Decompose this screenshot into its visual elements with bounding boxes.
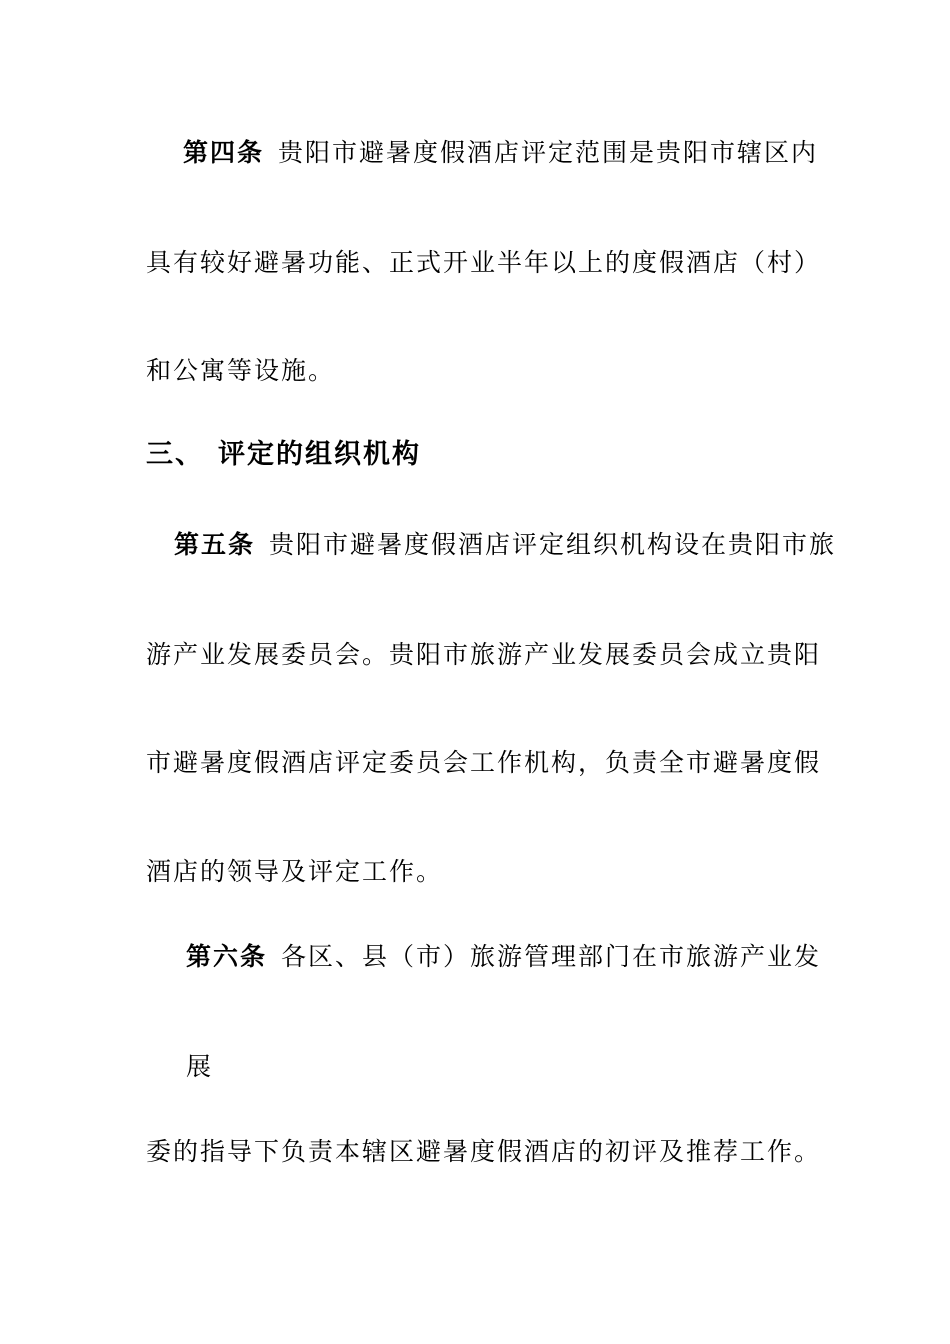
section-3-heading — [146, 440, 421, 470]
article-6-label: 第六条 — [186, 942, 268, 971]
article-4-text-1: 贵阳市避暑度假酒店评定范围是贵阳市辖区内 — [278, 138, 819, 167]
article-4-label: 第四条 — [183, 138, 265, 167]
article-6-line-2: 展 — [186, 1052, 214, 1081]
article-6-text-1: 各区、县（市）旅游管理部门在市旅游产业发 — [281, 942, 822, 971]
article-5-line-1 — [174, 530, 836, 560]
article-5-line-3: 市避暑度假酒店评定委员会工作机构，负责全市避暑度假 — [146, 748, 822, 777]
section-3-number: 三、 — [146, 439, 204, 470]
article-5-text-1: 贵阳市避暑度假酒店评定组织机构设在贵阳市旅 — [269, 530, 837, 559]
article-5-label: 第五条 — [174, 530, 256, 559]
section-3-title: 评定的组织机构 — [218, 439, 421, 470]
article-4-line-2: 具有较好避暑功能、正式开业半年以上的度假酒店（村） — [146, 248, 822, 277]
article-5-line-2: 游产业发展委员会。贵阳市旅游产业发展委员会成立贵阳 — [146, 640, 822, 669]
article-6-line-3: 委的指导下负责本辖区避暑度假酒店的初评及推荐工作。 — [146, 1137, 822, 1166]
article-4-line-1 — [183, 138, 818, 168]
article-4-line-3: 和公寓等设施。 — [146, 356, 336, 385]
article-6-line-1 — [186, 942, 821, 972]
article-5-line-4: 酒店的领导及评定工作。 — [146, 857, 444, 886]
